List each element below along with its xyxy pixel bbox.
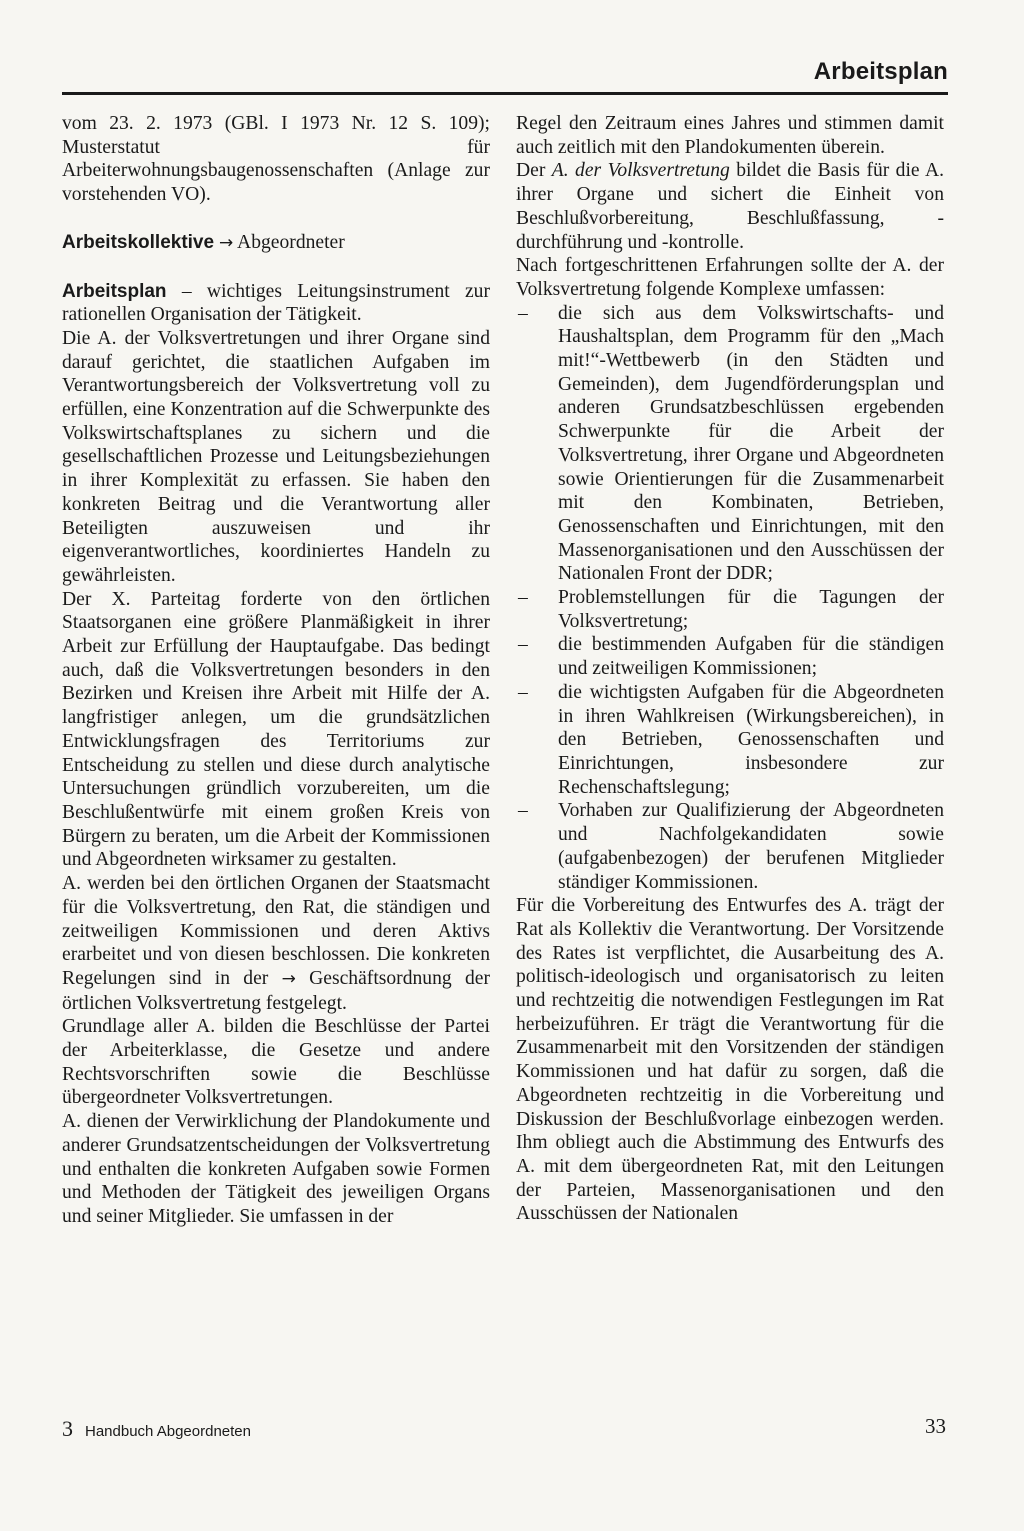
text-run: Der (516, 160, 552, 182)
dash-list (516, 302, 944, 895)
entry-term: Arbeitsplan (62, 280, 167, 302)
running-head: Arbeitsplan (813, 58, 948, 85)
left-paragraph-5: Grundlage aller A. bilden die Beschlüsse der Partei der Arbeiterklasse, die Gesetze und andere Rechtsvorschriften sowie die Beschlüsse übergeordneter Volksvertretungen. (62, 1016, 490, 1109)
list-item: – die bestimmenden Aufgaben für die ständigen und zeitweiligen Kommissionen; (516, 633, 944, 680)
right-paragraph-4: Für die Vorbereitung des Entwurfes des A. trägt der Rat als Kollektiv die Verantwortung. Der Vorsitzende des Rates ist verpflichtet, die Ausarbeitung des A. politisch-ideologisch und organisatorisch zu leiten und rechtzeitig die notwendigen Festlegungen im Rat herbeizuführen. Er trägt die Verantwortung für die Zusammenarbeit mit den Vorsitzenden der ständigen Kommissionen und hat dafür zu sorgen, daß die Abgeordneten rechtzeitig in die Vorbereitung und Diskussion der Beschlußvorlage einbezogen werden. Ihm obliegt auch die Abstimmung des Entwurfs des A. mit dem übergeordneten Rat, mit den Leitungen der Parteien, Massenorganisationen und den Ausschüssen der Nationalen (516, 895, 944, 1225)
page-number: 33 (925, 1414, 946, 1438)
footer-signature (62, 1416, 251, 1442)
spacer (62, 207, 490, 231)
right-paragraph-1: Regel den Zeitraum eines Jahres und stimmen damit auch zeitlich mit den Plandokumenten überein. (516, 113, 944, 158)
entry-definition: – wichtiges Leitungsinstrument zur rationellen Organisation der Tätigkeit. (62, 280, 490, 326)
list-item: – Problemstellungen für die Tagungen der Volksvertretung; (516, 586, 944, 633)
left-column (62, 112, 490, 1229)
header-rule (62, 92, 948, 95)
list-item: – Vorhaben zur Qualifizierung der Abgeordneten und Nachfolgekandidaten sowie (aufgabenbezogen) der berufenen Mitglieder ständiger Kommissionen. (516, 799, 944, 894)
left-paragraph-6: A. dienen der Verwirklichung der Plandokumente und anderer Grundsatzentscheidungen der Volksvertretung und enthalten die konkreten Aufgaben sowie Formen und Methoden der Tätigkeit des jeweiligen Organs und seiner Mitglieder. Sie umfassen in der (62, 1111, 490, 1227)
left-paragraph-2: Die A. der Volksvertretungen und ihrer Organe sind darauf gerichtet, die staatlichen Aufgaben im Verantwortungsbereich der Volksvertretung voll zu erfüllen, eine Konzentration auf die Schwerpunkte des Volkswirtschaftsplanes zu sichern und die gesellschaftlichen Prozesse und Leitungsbeziehungen in ihrer Komplexität zu erfassen. Sie haben den konkreten Beitrag und die Verantwortung aller Beteiligten auszuweisen und ihr eigenverantwortliches, koordiniertes Handeln zu gewährleisten. (62, 327, 490, 586)
right-paragraph-2 (516, 159, 944, 254)
entry-arbeitskollektive (62, 231, 490, 256)
entry-arbeitsplan (62, 280, 490, 327)
book-title: Handbuch Abgeordneten (85, 1423, 251, 1440)
signature-mark: 3 (62, 1416, 73, 1441)
left-paragraph-1: vom 23. 2. 1973 (GBl. I 1973 Nr. 12 S. 109); Musterstatut für Arbeiterwohnungsbaugenossenschaften (Anlage zur vorstehenden VO). (62, 113, 490, 206)
italic-term: A. der Volksvertretung (551, 160, 730, 182)
text-run: A. werden bei den örtlichen Organen der Staatsmacht für die Volksvertretung, den Rat, die ständigen und zeitweiligen Kommissionen und deren Aktivs erarbeitet und von diesen beschlossen. Die konkreten Regelungen sind in der (62, 873, 490, 989)
entry-term: Arbeitskollektive (62, 231, 215, 253)
spacer (62, 256, 490, 280)
left-paragraph-4 (62, 872, 490, 1015)
cross-reference-arrow-icon: → (281, 968, 296, 989)
left-paragraph-3: Der X. Parteitag forderte von den örtlichen Staatsorganen eine größere Planmäßigkeit in ihrer Arbeit zur Erfüllung der Hauptaufgabe. Das bedingt auch, daß die Volksvertretungen besonders in den Bezirken und Kreisen ihre Arbeit mit Hilfe der A. langfristiger anlegen, um die grundsätzlichen Entwicklungsfragen des Territoriums zur Entscheidung zu stellen und diese durch analytische Untersuchungen gründlich vorzubereiten, um die Beschlußentwürfe mit einem großen Kreis von Bürgern zu beraten, um die Arbeit der Kommissionen und Abgeordneten wirksamer zu gestalten. (62, 588, 490, 871)
cross-reference-arrow-icon: → (218, 232, 234, 253)
list-item: – die wichtigsten Aufgaben für die Abgeordneten in ihren Wahlkreisen (Wirkungsbereichen), in den Betrieben, Genossenschaften und Einrichtungen, insbesondere zur Rechenschaftslegung; (516, 681, 944, 800)
right-paragraph-3: Nach fortgeschrittenen Erfahrungen sollte der A. der Volksvertretung folgende Komplexe umfassen: (516, 255, 944, 300)
cross-reference-link[interactable]: Abgeordneter (233, 231, 345, 253)
list-item: – die sich aus dem Volkswirtschafts- und Haushaltsplan, dem Programm für den „Mach mit!“-Wettbewerb (in den Städten und Gemeinden), dem Jugendförderungsplan und anderen Grundsatzbeschlüssen ergebenden Schwerpunkte für die Arbeit der Volksvertretung, ihrer Organe und Abgeordneten sowie Orientierungen für die Zusammenarbeit mit den Kombinaten, Betrieben, Genossenschaften und Einrichtungen, mit den Massenorganisationen und den Ausschüssen der Nationalen Front der DDR; (516, 302, 944, 586)
right-column (516, 112, 944, 1226)
text-run: bildet die Basis für die A. ihrer Organe und sichert die Einheit von Beschlußvorbereitung, Beschlußfassung, -durchführung und -kontrolle. (516, 160, 944, 253)
cross-reference-link[interactable]: Geschäftsordnung der örtlichen Volksvertretung festgelegt. (62, 967, 490, 1014)
